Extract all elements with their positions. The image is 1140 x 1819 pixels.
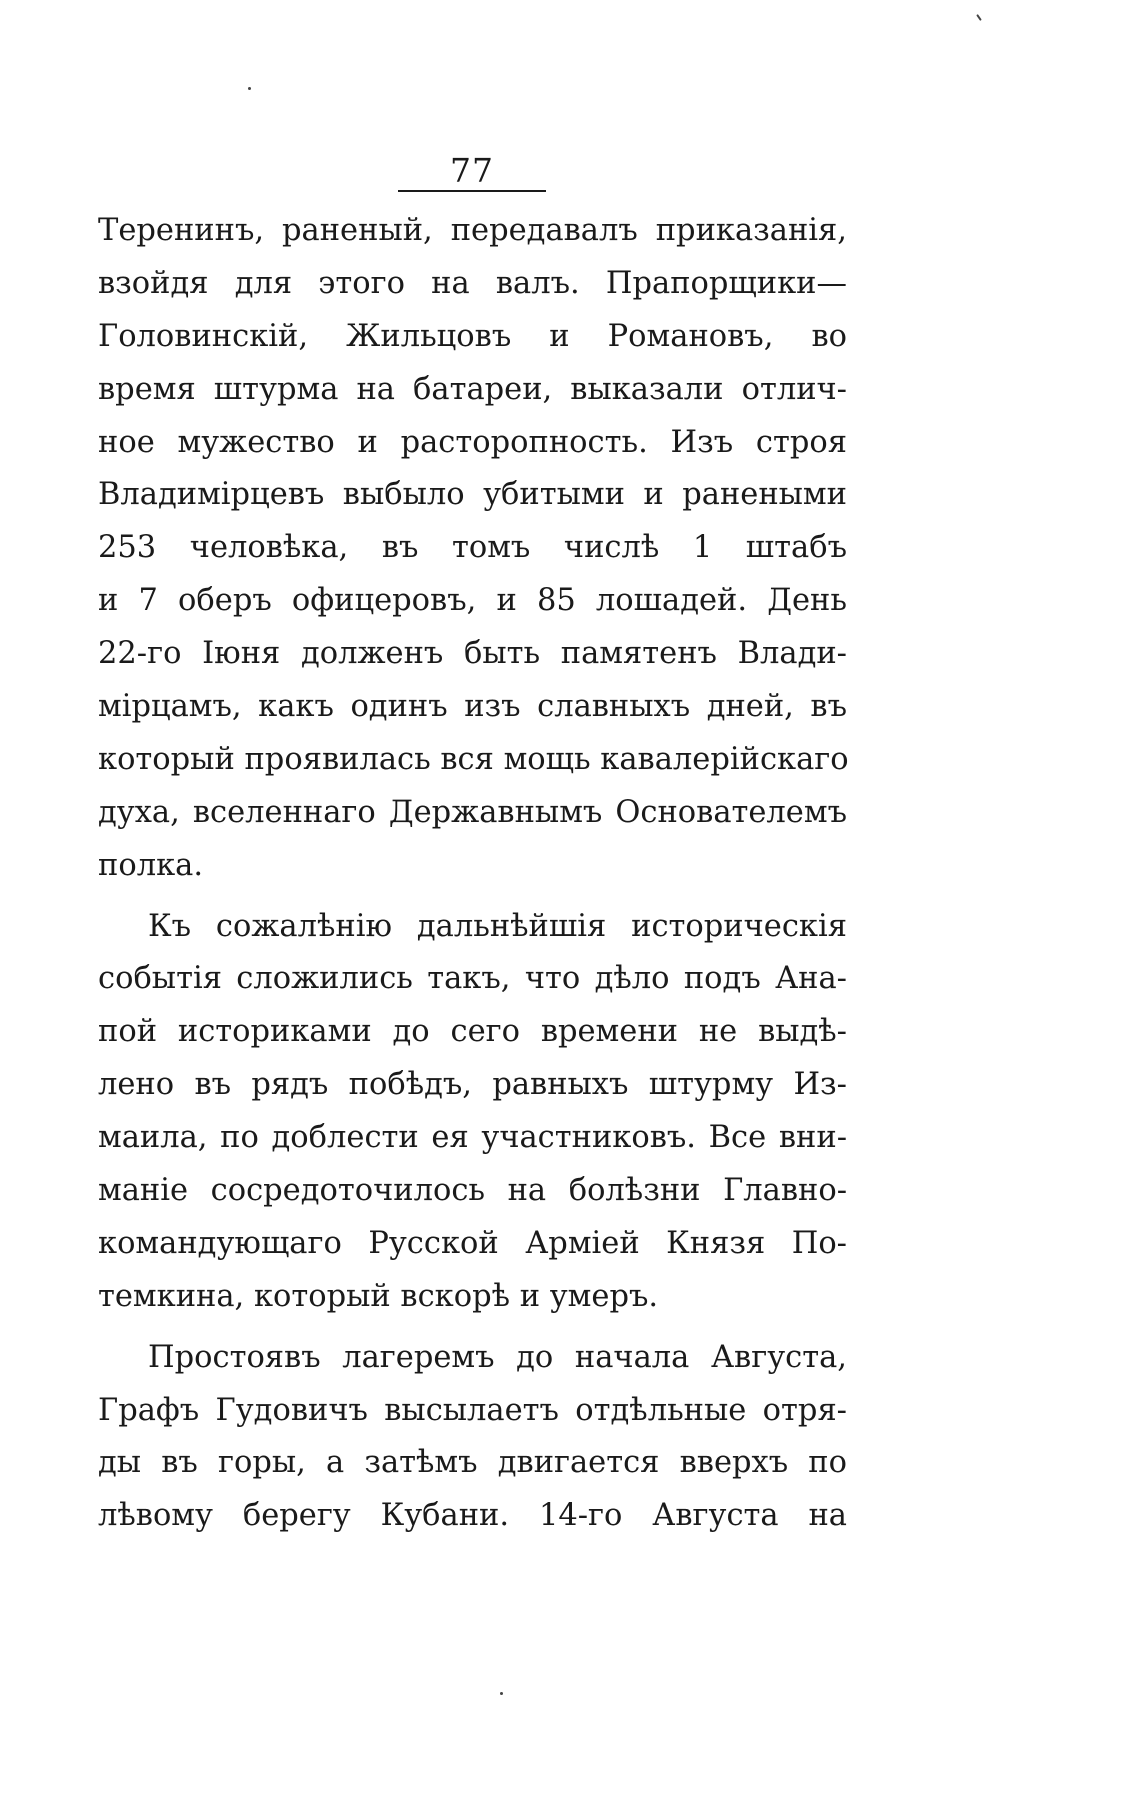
text-line: Къ сожалѣнію дальнѣйшія историческія [148, 908, 847, 944]
text-line: темкина, который вскорѣ и умеръ. [98, 1278, 659, 1314]
ink-speck [500, 1692, 503, 1695]
text-line: командующаго Русской Арміей Князя По- [98, 1225, 847, 1261]
text-line: ды въ горы, а затѣмъ двигается вверхъ по [98, 1445, 847, 1481]
page-number-rule [398, 190, 546, 192]
text-line: лѣвому берегу Кубани. 14-го Августа на [98, 1498, 847, 1534]
text-line: мірцамъ, какъ одинъ изъ славныхъ дней, въ [98, 689, 847, 725]
ink-speck [248, 87, 251, 90]
text-line: маила, по доблести ея участниковъ. Все вни- [98, 1120, 847, 1156]
body-text [98, 205, 847, 1543]
text-line: пой историками до сего времени не выдѣ- [98, 1014, 847, 1050]
text-line: Графъ Гудовичъ высылаетъ отдѣльные отря- [98, 1392, 847, 1428]
text-line: полка. [98, 847, 204, 883]
text-line: время штурма на батареи, выказали отлич- [98, 371, 847, 407]
text-line: ное мужество и расторопность. Изъ строя [98, 424, 847, 460]
text-line: Владимірцевъ выбыло убитыми и ранеными [98, 477, 847, 513]
text-line: взойдя для этого на валъ. Прапорщики— [98, 265, 847, 301]
ink-speck [976, 14, 982, 21]
paragraph-gap [98, 893, 847, 901]
paragraph-1 [98, 205, 847, 893]
text-line: который проявилась вся мощь кавалерійскаго [98, 741, 849, 777]
page-number: 77 [450, 151, 494, 190]
paragraph-gap [98, 1324, 847, 1332]
paragraph-2 [98, 901, 847, 1324]
paragraph-3 [98, 1332, 847, 1544]
text-line: маніе сосредоточилось на болѣзни Главно- [98, 1173, 847, 1209]
text-line: 22-го Іюня долженъ быть памятенъ Влади- [98, 636, 847, 672]
text-line: Теренинъ, раненый, передавалъ приказанія, [98, 213, 847, 248]
text-line: событія сложились такъ, что дѣло подъ Ана- [98, 961, 847, 997]
text-line: 253 человѣка, въ томъ числѣ 1 штабъ [98, 530, 847, 566]
text-line: и 7 оберъ офицеровъ, и 85 лошадей. День [98, 583, 847, 619]
text-line: духа, вселеннаго Державнымъ Основателемъ [98, 794, 847, 830]
text-line: лено въ рядъ побѣдъ, равныхъ штурму Из- [98, 1067, 847, 1103]
text-line: Простоявъ лагеремъ до начала Августа, [148, 1339, 847, 1375]
text-line: Головинскій, Жильцовъ и Романовъ, во [98, 318, 847, 354]
